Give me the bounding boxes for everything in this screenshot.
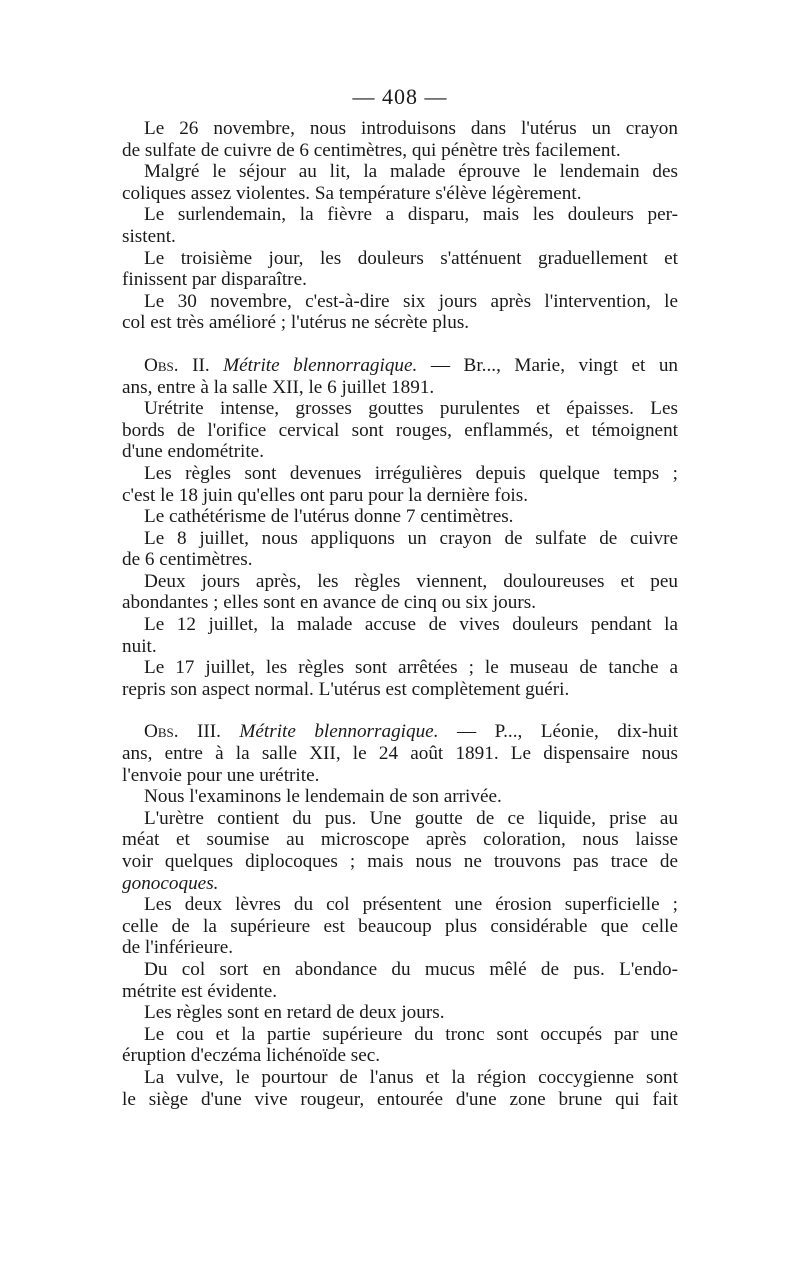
observation-heading: [122, 721, 678, 743]
text-line: Les règles sont devenues irrégulières depuis quelque temps ;: [144, 462, 678, 484]
text-line: éruption d'eczéma lichénoïde sec.: [122, 1045, 381, 1067]
text-line: Les règles sont en retard de deux jours.: [144, 1002, 445, 1024]
text-line: abondantes ; elles sont en avance de cinq ou six jours.: [122, 592, 537, 614]
text-line: nuit.: [122, 635, 157, 657]
text-line: Nous l'examinons le lendemain de son arrivée.: [144, 786, 502, 808]
text-line: de sulfate de cuivre de 6 centimètres, qui pénètre très facilement.: [122, 139, 621, 161]
text-line: Le cathétérisme de l'utérus donne 7 centimètres.: [144, 506, 514, 528]
text-line: ans, entre à la salle XII, le 24 août 1891. Le dispensaire nous: [122, 743, 678, 765]
observation-subject: — Br..., Marie, vingt et un: [417, 354, 679, 376]
section-gap: [122, 700, 678, 721]
text-line: sistent.: [122, 225, 176, 247]
text-line: Le 26 novembre, nous introduisons dans l'utérus un crayon: [144, 118, 678, 139]
text-line: coliques assez violentes. Sa température s'élève légèrement.: [122, 182, 582, 204]
observation-title: Métrite blennorragique.: [239, 721, 439, 743]
text-line: Malgré le séjour au lit, la malade éprouve le lendemain des: [144, 161, 678, 183]
text-line: Le cou et la partie supérieure du tronc sont occupés par une: [144, 1023, 678, 1045]
text-line: de l'inférieure.: [122, 937, 234, 959]
text-line: Le 8 juillet, nous appliquons un crayon de sulfate de cuivre: [144, 527, 678, 549]
text-line: Urétrite intense, grosses gouttes purulentes et épaisses. Les: [144, 398, 678, 420]
text-line: Le 17 juillet, les règles sont arrêtées ; le museau de tanche a: [144, 657, 678, 679]
text-line: repris son aspect normal. L'utérus est complètement guéri.: [122, 678, 570, 700]
text-line: métrite est évidente.: [122, 980, 278, 1002]
text-line: finissent par disparaître.: [122, 269, 307, 291]
observation-heading: [122, 355, 678, 377]
text-line: l'envoie pour une urétrite.: [122, 764, 320, 786]
text-line: le siège d'une vive rougeur, entourée d'une zone brune qui fait: [122, 1088, 678, 1110]
text-line: Le surlendemain, la fièvre a disparu, mais les douleurs per-: [144, 204, 678, 226]
text-line: voir quelques diplocoques ; mais nous ne trouvons pas trace de: [122, 851, 678, 872]
text-line: Les deux lèvres du col présentent une érosion superficielle ;: [144, 894, 678, 916]
text-line: Du col sort en abondance du mucus mêlé de pus. L'endo-: [144, 958, 678, 980]
section-gap: [122, 334, 678, 355]
text-line: celle de la supérieure est beaucoup plus considérable que celle: [122, 915, 678, 937]
text-line: L'urètre contient du pus. Une goutte de ce liquide, prise au: [144, 807, 678, 829]
page-number: — 408 —: [352, 84, 448, 109]
page-body: [122, 118, 678, 1110]
text-line: col est très amélioré ; l'utérus ne sécrète plus.: [122, 312, 470, 334]
text-line: La vulve, le pourtour de l'anus et la région coccygienne sont: [144, 1066, 678, 1088]
text-line: gonocoques.: [122, 872, 219, 894]
text-line: d'une endométrite.: [122, 441, 264, 463]
text-line: Deux jours après, les règles viennent, douloureuses et peu: [144, 570, 678, 592]
observation-label: Obs. II.: [144, 354, 210, 376]
text-line: Le 12 juillet, la malade accuse de vives douleurs pendant la: [144, 614, 678, 636]
observation-label: Obs. III.: [144, 721, 221, 743]
text-line: méat et soumise au microscope après coloration, nous laisse: [122, 829, 678, 851]
text-line: c'est le 18 juin qu'elles ont paru pour la dernière fois.: [122, 484, 529, 506]
text-line: bords de l'orifice cervical sont rouges, enflammés, et témoignent: [122, 419, 678, 441]
text-line: ans, entre à la salle XII, le 6 juillet 1891.: [122, 376, 435, 398]
text-line: Le 30 novembre, c'est-à-dire six jours après l'intervention, le: [144, 290, 678, 312]
text-line: Le troisième jour, les douleurs s'atténuent graduellement et: [144, 247, 678, 269]
text-line: de 6 centimètres.: [122, 549, 253, 571]
observation-subject: — P..., Léonie, dix-huit: [438, 721, 678, 743]
observation-title: Métrite blennorragique.: [223, 354, 418, 376]
